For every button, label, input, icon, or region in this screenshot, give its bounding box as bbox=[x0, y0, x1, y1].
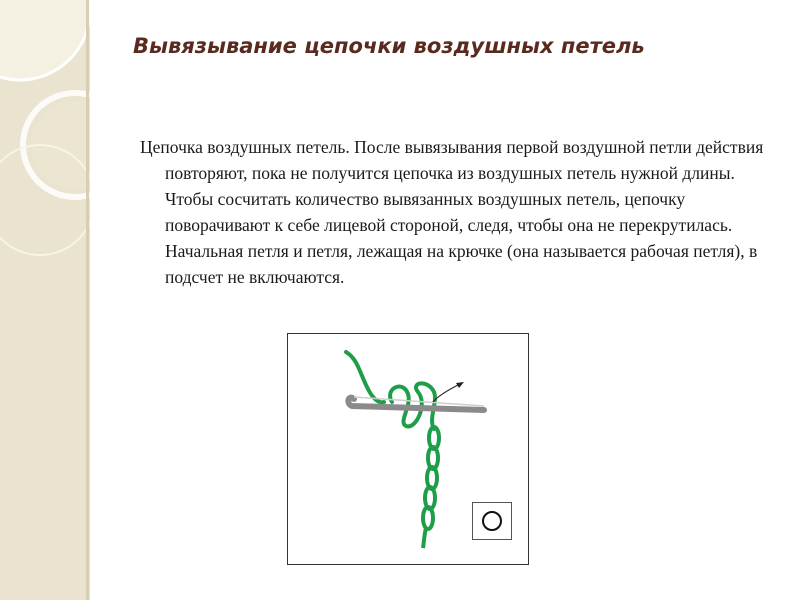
chain-stitch-symbol-box bbox=[472, 502, 512, 540]
slide-title: Вывязывание цепочки воздушных петель bbox=[133, 34, 645, 58]
slide-body-text: Цепочка воздушных петель. После вывязывания первой воздушной петли действия повторяют, пока не получится цепочка из воздушных петель нужной длины. Чтобы сосчитать количество вывязанных воздушных петель, цепочку поворачивают к себе лицевой стороной, следя, чтобы она не перекрутилась. Начальная петля и петля, лежащая на крючке (она называется рабочая петля), в подсчет не включаются. bbox=[140, 137, 764, 287]
chain-stitch-symbol bbox=[482, 511, 502, 531]
sidebar-edge bbox=[86, 0, 89, 600]
yarn-chain bbox=[423, 427, 439, 548]
crochet-illustration bbox=[287, 333, 529, 565]
crochet-hook bbox=[348, 398, 484, 410]
decorative-sidebar bbox=[0, 0, 90, 600]
direction-arrow-head bbox=[456, 382, 464, 388]
decorative-circles bbox=[0, 0, 90, 600]
direction-arrow bbox=[433, 384, 460, 402]
